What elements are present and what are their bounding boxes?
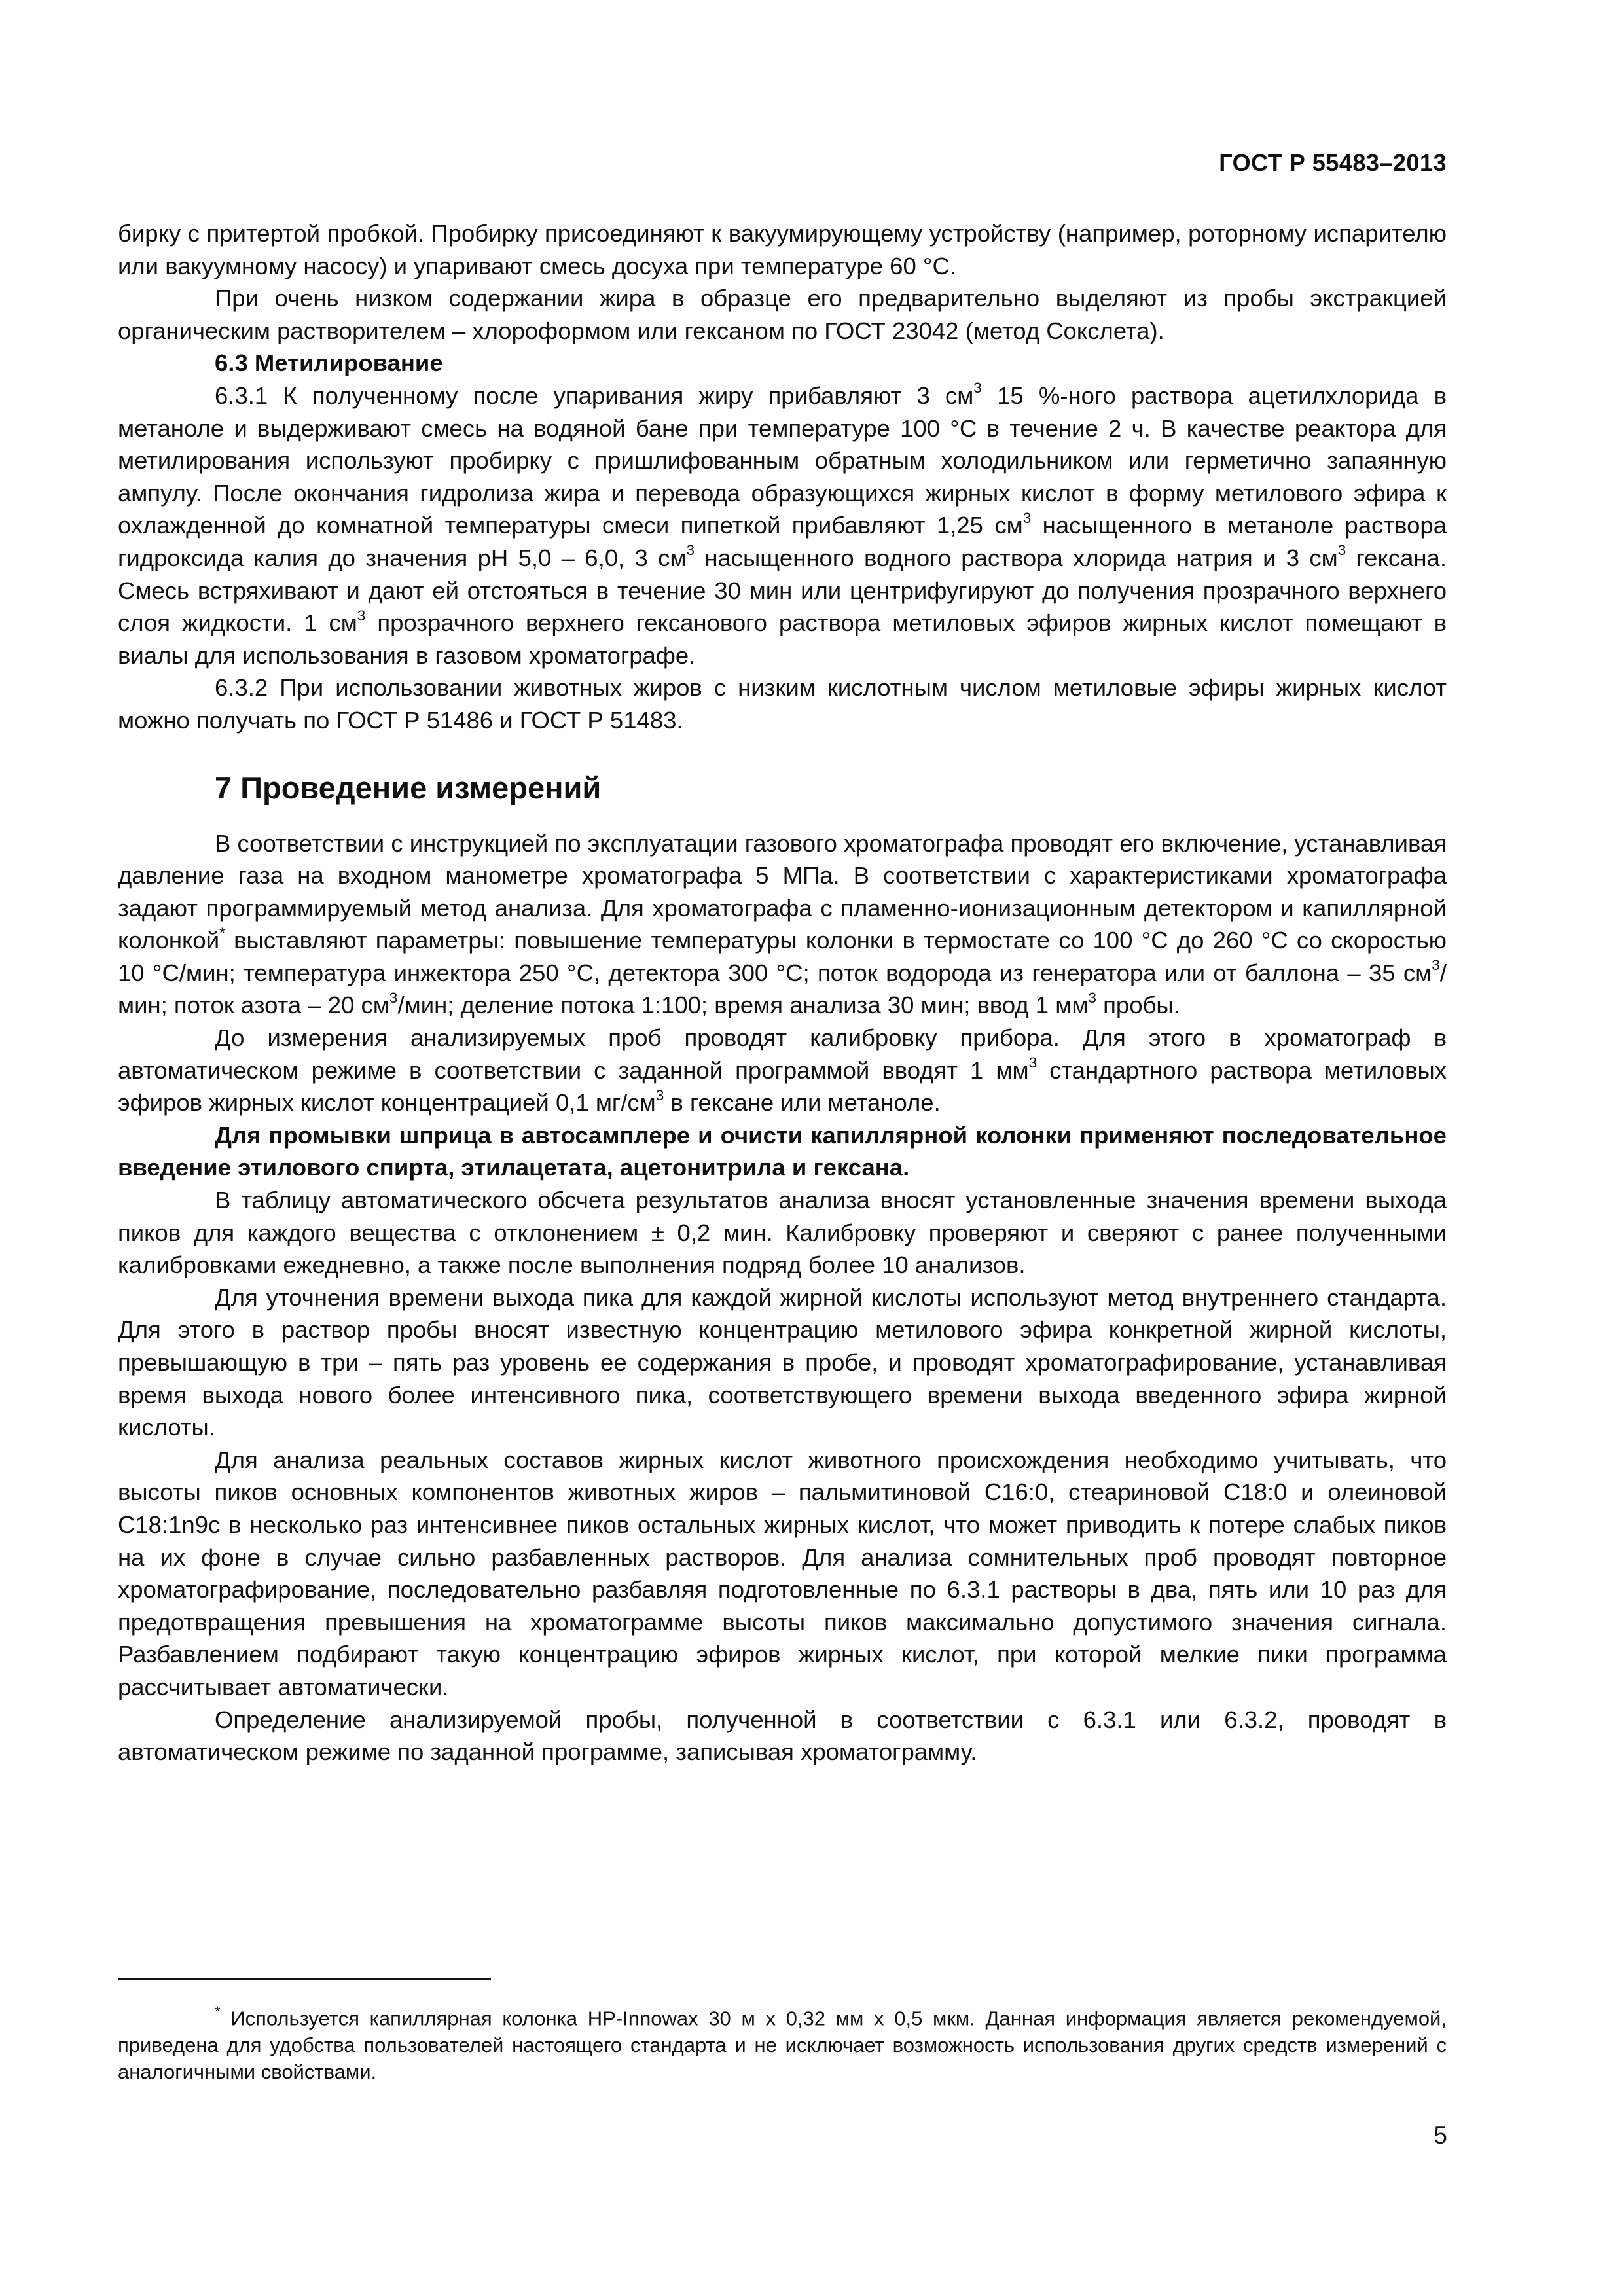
superscript: 3 bbox=[655, 1086, 664, 1103]
superscript: 3 bbox=[973, 380, 982, 397]
text-run: выставляют параметры: повышение температуры колонки в термостате со 100 °С до 260 °С со скоростью 10 °С/мин; температура инжектора 250 °С, детектора 300 °С; поток водорода из генератора или от баллона – 35 см bbox=[118, 927, 1447, 986]
paragraph-6-3-1 bbox=[118, 380, 1447, 672]
superscript: 3 bbox=[1337, 542, 1346, 559]
footnote-marker: * bbox=[215, 2003, 221, 2020]
text-run: насыщенного водного раствора хлорида натрия и 3 см bbox=[695, 544, 1338, 571]
standard-code-header: ГОСТ Р 55483–2013 bbox=[1219, 149, 1447, 176]
paragraph-instrument-setup bbox=[118, 827, 1447, 1022]
text-run: /мин; деление потока 1:100; время анализа 30 мин; ввод 1 мм bbox=[397, 992, 1089, 1019]
paragraph-fat-extraction: При очень низком содержании жира в образце его предварительно выделяют из пробы экстракцией органическим растворителем – хлороформом или гексаном по ГОСТ 23042 (метод Сокслета). bbox=[118, 285, 1447, 344]
superscript: 3 bbox=[1432, 957, 1440, 974]
paragraph-sample-determination: Определение анализируемой пробы, полученной в соответствии с 6.3.1 или 6.3.2, проводят в автоматическом режиме по заданной программе, записывая хроматограмму. bbox=[118, 1706, 1447, 1766]
footnote-reference: * bbox=[219, 924, 225, 941]
text-run: пробы. bbox=[1096, 992, 1180, 1019]
text-run: В соответствии с инструкцией по эксплуатации газового хроматографа проводят его включение, устанавливая давление газа на входном манометре хроматографа 5 МПа. В соответствии с характеристиками хроматографа задают программируемый метод анализа. Для хроматографа с пламенно-ионизационным детектором и капиллярной колонкой bbox=[118, 829, 1447, 954]
text-run: 15 %-ного раствора ацетилхлорида в метаноле и выдерживают смесь на водяной бане при температуре 100 °С в течение 2 ч. В качестве реактора для метилирования используют пробирку с пришлифованным обратным холодильником или герметично запаянную ампулу. После окончания гидролиза жира и перевода образующихся жирных кислот в форму метилового эфира к охлажденной до комнатной температуры смеси пипеткой прибавляют 1,25 см bbox=[118, 382, 1447, 539]
text-run: /мин; поток азота – 20 см bbox=[118, 959, 1447, 1019]
superscript: 3 bbox=[1088, 989, 1097, 1006]
document-body bbox=[118, 217, 1447, 1768]
superscript: 3 bbox=[686, 542, 695, 559]
text-run: насыщенного в метаноле раствора гидроксида калия до значения pH 5,0 – 6,0, 3 см bbox=[118, 512, 1447, 571]
superscript: 3 bbox=[389, 989, 398, 1006]
text-run: До измерения анализируемых проб проводят калибровку прибора. Для этого в хроматограф в автоматическом режиме в соответствии с заданной программой вводят 1 мм bbox=[118, 1024, 1447, 1084]
text-run: в гексане или метаноле. bbox=[664, 1089, 941, 1117]
page-number: 5 bbox=[1434, 2122, 1447, 2149]
text-run: прозрачного верхнего гексанового раствора метиловых эфиров жирных кислот помещают в виалы для использования в газовом хроматографе. bbox=[118, 609, 1447, 669]
section-heading-7: 7 Проведение измерений bbox=[215, 770, 602, 805]
paragraph-animal-fat-analysis: Для анализа реальных составов жирных кислот животного происхождения необходимо учитывать, что высоты пиков основных компонентов животных жиров – пальмитиновой С16:0, стеариновой С18:0 и олеиновой С18:1n9c в несколько раз интенсивнее пиков остальных жирных кислот, что может приводить к потере слабых пиков на их фоне в случае сильно разбавленных растворов. Для анализа сомнительных проб проводят повторное хроматографирование, последовательно разбавляя подготовленные по 6.3.1 растворы в два, пять или 10 раз для предотвращения превышения на хроматограмме высоты пиков максимально допустимого значения сигнала. Разбавлением подбирают такую концентрацию эфиров жирных кислот, при которой мелкие пики программа рассчитывает автоматически. bbox=[118, 1446, 1447, 1700]
paragraph-calibration bbox=[118, 1022, 1447, 1119]
text-run: стандартного раствора метиловых эфиров жирных кислот концентрацией 0,1 мг/см bbox=[118, 1056, 1447, 1117]
paragraph-6-3-2: 6.3.2 При использовании животных жиров с низким кислотным числом метиловые эфиры жирных кислот можно получать по ГОСТ Р 51486 и ГОСТ Р 51483. bbox=[118, 674, 1447, 734]
superscript: 3 bbox=[1028, 1054, 1038, 1071]
paragraph-retention-table: В таблицу автоматического обсчета результатов анализа вносят установленные значения времени выхода пиков для каждого вещества с отклонением ± 0,2 мин. Калибровку проверяют и сверяют с ранее полученными калибровками ежедневно, а также после выполнения подряд более 10 анализов. bbox=[118, 1187, 1447, 1279]
superscript: 3 bbox=[1022, 509, 1032, 526]
footnote-text: Используется капиллярная колонка HP-Innowax 30 м х 0,32 мм х 0,5 мкм. Данная информация является рекомендуемой, приведена для удобства пользователей настоящего стандарта и не исключает возможность использования других средств измерений с аналогичными свойствами. bbox=[118, 2007, 1447, 2084]
paragraph-internal-standard: Для уточнения времени выхода пика для каждой жирной кислоты используют метод внутреннего стандарта. Для этого в раствор пробы вносят известную концентрацию метилового эфира конкретной жирной кислоты, превышающую в три – пять раз уровень ее содержания в пробе, и проводят хроматографирование, устанавливая время выхода нового более интенсивного пика, соответствующего времени выхода введенного эфира жирной кислоты. bbox=[118, 1283, 1447, 1441]
footnote-separator bbox=[118, 1978, 491, 1980]
subsection-heading-6-3: 6.3 Метилирование bbox=[215, 350, 443, 377]
paragraph-syringe-wash: Для промывки шприца в автосамплере и очисти капиллярной колонки применяют последовательное введение этилового спирта, этилацетата, ацетонитрила и гексана. bbox=[118, 1121, 1447, 1181]
superscript: 3 bbox=[357, 607, 366, 624]
text-run: гексана. Смесь встряхивают и дают ей отстояться в течение 30 мин или центрифугируют до получения прозрачного верхнего слоя жидкости. 1 см bbox=[118, 544, 1447, 637]
text-run: 6.3.1 К полученному после упаривания жиру прибавляют 3 см bbox=[215, 382, 974, 409]
paragraph-continuation: бирку с притертой пробкой. Пробирку присоединяют к вакуумирующему устройству (например, роторному испарителю или вакуумному насосу) и упаривают смесь досуха при температуре 60 °С. bbox=[118, 220, 1447, 279]
footnote bbox=[118, 2000, 1447, 2085]
